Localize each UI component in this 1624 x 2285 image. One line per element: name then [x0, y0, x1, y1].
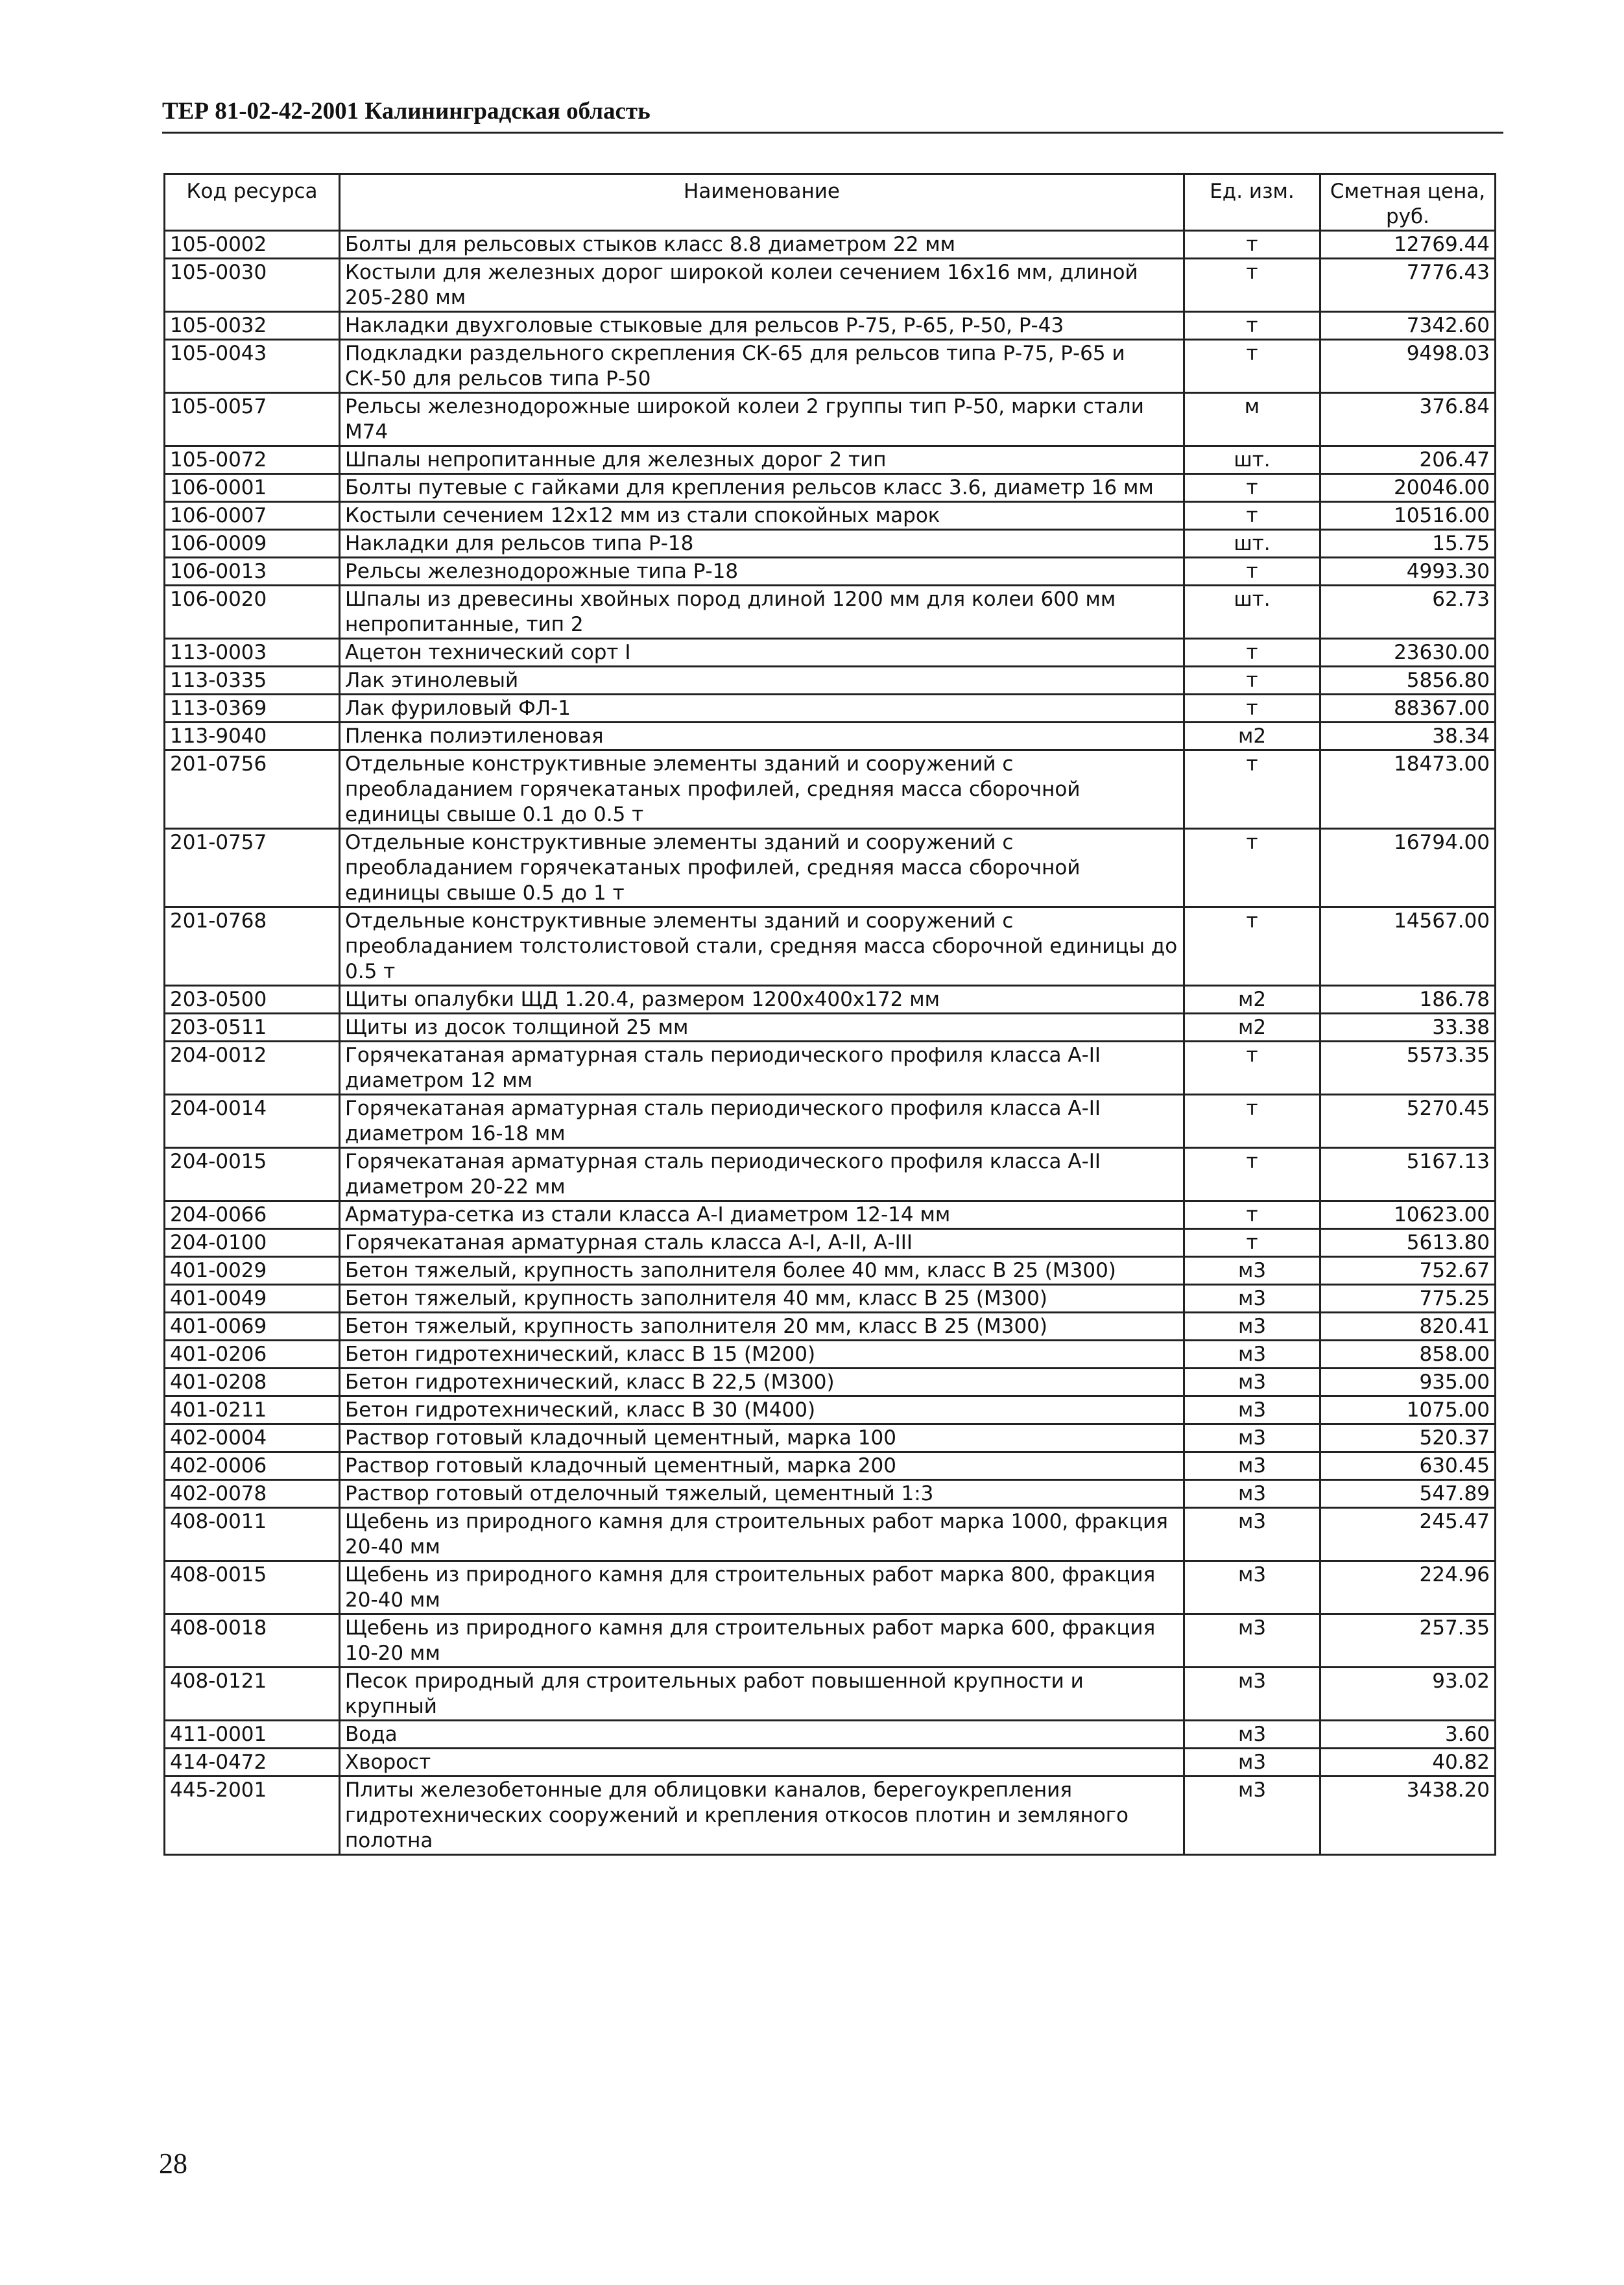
unit-cell: шт. [1184, 446, 1320, 474]
table-row [165, 639, 1496, 667]
price-cell: 10516.00 [1320, 502, 1496, 530]
resource-code-cell: 106-0013 [165, 558, 340, 586]
table-row [165, 530, 1496, 558]
price-cell: 5856.80 [1320, 667, 1496, 695]
resource-name-cell: Песок природный для строительных работ повышенной крупности и крупный [340, 1668, 1184, 1721]
resource-name-cell: Щебень из природного камня для строительных работ марка 800, фракция 20-40 мм [340, 1561, 1184, 1614]
resource-code-cell: 414-0472 [165, 1749, 340, 1777]
unit-cell: т [1184, 750, 1320, 829]
page-number: 28 [159, 2147, 187, 2179]
table-row [165, 446, 1496, 474]
resource-code-cell: 106-0020 [165, 586, 340, 639]
resource-name-cell: Щебень из природного камня для строительных работ марка 600, фракция 10-20 мм [340, 1614, 1184, 1668]
unit-cell: м3 [1184, 1721, 1320, 1749]
unit-cell: м3 [1184, 1452, 1320, 1480]
price-cell: 1075.00 [1320, 1396, 1496, 1424]
resource-name-cell: Отдельные конструктивные элементы зданий и сооружений с преобладанием горячекатаных профилей, средняя масса сборочной единицы свыше 0.5 до 1 т [340, 829, 1184, 907]
table-row [165, 586, 1496, 639]
price-cell: 186.78 [1320, 986, 1496, 1014]
resource-code-cell: 201-0768 [165, 907, 340, 986]
resource-name-cell: Бетон тяжелый, крупность заполнителя 40 мм, класс В 25 (М300) [340, 1285, 1184, 1313]
table-row [165, 1229, 1496, 1257]
resource-code-cell: 201-0757 [165, 829, 340, 907]
resource-name-cell: Вода [340, 1721, 1184, 1749]
resource-code-cell: 401-0029 [165, 1257, 340, 1285]
resource-name-cell: Арматура-сетка из стали класса А-I диаметром 12-14 мм [340, 1201, 1184, 1229]
resource-name-cell: Рельсы железнодорожные типа Р-18 [340, 558, 1184, 586]
unit-cell: т [1184, 1148, 1320, 1201]
price-cell: 12769.44 [1320, 231, 1496, 259]
price-cell: 547.89 [1320, 1480, 1496, 1508]
resource-code-cell: 204-0014 [165, 1095, 340, 1148]
resource-name-cell: Раствор готовый кладочный цементный, марка 200 [340, 1452, 1184, 1480]
table-header-row [165, 174, 1496, 231]
unit-cell: м2 [1184, 723, 1320, 750]
column-header-unit: Ед. изм. [1184, 174, 1320, 231]
unit-cell: м3 [1184, 1285, 1320, 1313]
resource-name-cell: Шпалы непропитанные для железных дорог 2 тип [340, 446, 1184, 474]
table-row [165, 1095, 1496, 1148]
table-row [165, 750, 1496, 829]
resource-name-cell: Ацетон технический сорт I [340, 639, 1184, 667]
table-row [165, 340, 1496, 393]
price-cell: 33.38 [1320, 1014, 1496, 1042]
unit-cell: т [1184, 259, 1320, 312]
resource-code-cell: 113-9040 [165, 723, 340, 750]
resource-code-cell: 401-0211 [165, 1396, 340, 1424]
table-row [165, 393, 1496, 446]
resource-code-cell: 106-0001 [165, 474, 340, 502]
price-cell: 520.37 [1320, 1424, 1496, 1452]
resource-name-cell: Раствор готовый отделочный тяжелый, цементный 1:3 [340, 1480, 1184, 1508]
table-row [165, 1452, 1496, 1480]
header-divider [162, 132, 1503, 134]
table-row [165, 231, 1496, 259]
table-row [165, 259, 1496, 312]
unit-cell: шт. [1184, 586, 1320, 639]
unit-cell: т [1184, 907, 1320, 986]
resource-name-cell: Щебень из природного камня для строительных работ марка 1000, фракция 20-40 мм [340, 1508, 1184, 1561]
resource-code-cell: 204-0015 [165, 1148, 340, 1201]
resource-name-cell: Отдельные конструктивные элементы зданий и сооружений с преобладанием горячекатаных профилей, средняя масса сборочной единицы свыше 0.1 до 0.5 т [340, 750, 1184, 829]
table-row [165, 1148, 1496, 1201]
price-cell: 5573.35 [1320, 1042, 1496, 1095]
resource-code-cell: 402-0078 [165, 1480, 340, 1508]
table-row [165, 1721, 1496, 1749]
resource-code-cell: 408-0015 [165, 1561, 340, 1614]
resource-code-cell: 204-0100 [165, 1229, 340, 1257]
resource-name-cell: Горячекатаная арматурная сталь периодического профиля класса А-II диаметром 20-22 мм [340, 1148, 1184, 1201]
unit-cell: т [1184, 639, 1320, 667]
table-row [165, 474, 1496, 502]
price-cell: 18473.00 [1320, 750, 1496, 829]
table-row [165, 1285, 1496, 1313]
price-cell: 14567.00 [1320, 907, 1496, 986]
price-cell: 5613.80 [1320, 1229, 1496, 1257]
unit-cell: т [1184, 231, 1320, 259]
resource-code-cell: 204-0012 [165, 1042, 340, 1095]
unit-cell: т [1184, 695, 1320, 723]
price-cell: 38.34 [1320, 723, 1496, 750]
table-row [165, 1014, 1496, 1042]
resource-code-cell: 105-0057 [165, 393, 340, 446]
table-row [165, 1749, 1496, 1777]
resource-name-cell: Костыли для железных дорог широкой колеи сечением 16х16 мм, длиной 205-280 мм [340, 259, 1184, 312]
resource-price-table [163, 173, 1496, 1856]
resource-name-cell: Горячекатаная арматурная сталь класса А-I, А-II, А-III [340, 1229, 1184, 1257]
table-row [165, 1369, 1496, 1396]
column-header-price: Сметная цена, руб. [1320, 174, 1496, 231]
price-cell: 775.25 [1320, 1285, 1496, 1313]
table-row [165, 1042, 1496, 1095]
unit-cell: м3 [1184, 1424, 1320, 1452]
resource-name-cell: Бетон гидротехнический, класс В 30 (М400) [340, 1396, 1184, 1424]
price-cell: 935.00 [1320, 1369, 1496, 1396]
unit-cell: м [1184, 393, 1320, 446]
resource-name-cell: Бетон тяжелый, крупность заполнителя 20 мм, класс В 25 (М300) [340, 1313, 1184, 1341]
table-row [165, 695, 1496, 723]
resource-name-cell: Щиты опалубки ЩД 1.20.4, размером 1200х400х172 мм [340, 986, 1184, 1014]
price-cell: 206.47 [1320, 446, 1496, 474]
table-row [165, 1777, 1496, 1855]
price-cell: 257.35 [1320, 1614, 1496, 1668]
column-header-code: Код ресурса [165, 174, 340, 231]
price-cell: 9498.03 [1320, 340, 1496, 393]
table-row [165, 667, 1496, 695]
resource-code-cell: 408-0011 [165, 1508, 340, 1561]
unit-cell: м3 [1184, 1369, 1320, 1396]
unit-cell: м3 [1184, 1341, 1320, 1369]
unit-cell: м3 [1184, 1508, 1320, 1561]
resource-name-cell: Горячекатаная арматурная сталь периодического профиля класса А-II диаметром 16-18 мм [340, 1095, 1184, 1148]
table-row [165, 502, 1496, 530]
unit-cell: т [1184, 1201, 1320, 1229]
table-row [165, 1257, 1496, 1285]
price-cell: 858.00 [1320, 1341, 1496, 1369]
resource-code-cell: 401-0208 [165, 1369, 340, 1396]
unit-cell: м3 [1184, 1313, 1320, 1341]
resource-code-cell: 411-0001 [165, 1721, 340, 1749]
resource-name-cell: Бетон тяжелый, крупность заполнителя более 40 мм, класс В 25 (М300) [340, 1257, 1184, 1285]
resource-code-cell: 106-0009 [165, 530, 340, 558]
unit-cell: м2 [1184, 1014, 1320, 1042]
price-cell: 16794.00 [1320, 829, 1496, 907]
price-cell: 820.41 [1320, 1313, 1496, 1341]
resource-code-cell: 105-0002 [165, 231, 340, 259]
unit-cell: м3 [1184, 1668, 1320, 1721]
resource-code-cell: 105-0030 [165, 259, 340, 312]
table-row [165, 1313, 1496, 1341]
resource-code-cell: 402-0006 [165, 1452, 340, 1480]
table-row [165, 829, 1496, 907]
table-row [165, 1480, 1496, 1508]
resource-name-cell: Болты для рельсовых стыков класс 8.8 диаметром 22 мм [340, 231, 1184, 259]
unit-cell: м3 [1184, 1257, 1320, 1285]
table-row [165, 1341, 1496, 1369]
price-cell: 10623.00 [1320, 1201, 1496, 1229]
price-cell: 40.82 [1320, 1749, 1496, 1777]
table-row [165, 1396, 1496, 1424]
price-cell: 630.45 [1320, 1452, 1496, 1480]
resource-name-cell: Накладки для рельсов типа Р-18 [340, 530, 1184, 558]
price-cell: 20046.00 [1320, 474, 1496, 502]
resource-name-cell: Горячекатаная арматурная сталь периодического профиля класса А-II диаметром 12 мм [340, 1042, 1184, 1095]
document-header-title: ТЕР 81-02-42-2001 Калининградская область [162, 98, 651, 125]
unit-cell: шт. [1184, 530, 1320, 558]
unit-cell: м3 [1184, 1561, 1320, 1614]
unit-cell: м3 [1184, 1396, 1320, 1424]
unit-cell: т [1184, 1229, 1320, 1257]
table-body [165, 231, 1496, 1855]
price-cell: 93.02 [1320, 1668, 1496, 1721]
price-cell: 5167.13 [1320, 1148, 1496, 1201]
resource-name-cell: Хворост [340, 1749, 1184, 1777]
resource-name-cell: Лак фуриловый ФЛ-1 [340, 695, 1184, 723]
resource-code-cell: 203-0500 [165, 986, 340, 1014]
unit-cell: м2 [1184, 986, 1320, 1014]
unit-cell: т [1184, 474, 1320, 502]
table-row [165, 1614, 1496, 1668]
unit-cell: м3 [1184, 1614, 1320, 1668]
table-row [165, 1508, 1496, 1561]
resource-code-cell: 401-0206 [165, 1341, 340, 1369]
resource-name-cell: Отдельные конструктивные элементы зданий и сооружений с преобладанием толстолистовой стали, средняя масса сборочной единицы до 0.5 т [340, 907, 1184, 986]
table-row [165, 312, 1496, 340]
resource-name-cell: Шпалы из древесины хвойных пород длиной 1200 мм для колеи 600 мм непропитанные, тип 2 [340, 586, 1184, 639]
price-cell: 88367.00 [1320, 695, 1496, 723]
unit-cell: т [1184, 667, 1320, 695]
resource-code-cell: 402-0004 [165, 1424, 340, 1452]
resource-name-cell: Щиты из досок толщиной 25 мм [340, 1014, 1184, 1042]
table-row [165, 986, 1496, 1014]
resource-code-cell: 105-0032 [165, 312, 340, 340]
resource-name-cell: Лак этинолевый [340, 667, 1184, 695]
price-cell: 7342.60 [1320, 312, 1496, 340]
table-row [165, 907, 1496, 986]
price-cell: 376.84 [1320, 393, 1496, 446]
unit-cell: м3 [1184, 1480, 1320, 1508]
unit-cell: т [1184, 502, 1320, 530]
price-cell: 5270.45 [1320, 1095, 1496, 1148]
resource-code-cell: 204-0066 [165, 1201, 340, 1229]
resource-name-cell: Пленка полиэтиленовая [340, 723, 1184, 750]
unit-cell: т [1184, 558, 1320, 586]
resource-name-cell: Бетон гидротехнический, класс В 15 (М200) [340, 1341, 1184, 1369]
resource-name-cell: Болты путевые с гайками для крепления рельсов класс 3.6, диаметр 16 мм [340, 474, 1184, 502]
resource-code-cell: 203-0511 [165, 1014, 340, 1042]
resource-code-cell: 105-0043 [165, 340, 340, 393]
resource-code-cell: 401-0049 [165, 1285, 340, 1313]
unit-cell: м3 [1184, 1749, 1320, 1777]
table-row [165, 1201, 1496, 1229]
resource-name-cell: Накладки двухголовые стыковые для рельсов Р-75, Р-65, Р-50, Р-43 [340, 312, 1184, 340]
table-row [165, 1424, 1496, 1452]
resource-code-cell: 408-0018 [165, 1614, 340, 1668]
unit-cell: т [1184, 1042, 1320, 1095]
price-cell: 224.96 [1320, 1561, 1496, 1614]
resource-name-cell: Рельсы железнодорожные широкой колеи 2 группы тип Р-50, марки стали М74 [340, 393, 1184, 446]
column-header-name: Наименование [340, 174, 1184, 231]
price-cell: 245.47 [1320, 1508, 1496, 1561]
price-cell: 23630.00 [1320, 639, 1496, 667]
price-cell: 7776.43 [1320, 259, 1496, 312]
table-row [165, 1561, 1496, 1614]
table-row [165, 1668, 1496, 1721]
resource-code-cell: 445-2001 [165, 1777, 340, 1855]
price-cell: 15.75 [1320, 530, 1496, 558]
resource-name-cell: Раствор готовый кладочный цементный, марка 100 [340, 1424, 1184, 1452]
table-row [165, 558, 1496, 586]
price-cell: 62.73 [1320, 586, 1496, 639]
unit-cell: т [1184, 312, 1320, 340]
price-cell: 3.60 [1320, 1721, 1496, 1749]
resource-code-cell: 201-0756 [165, 750, 340, 829]
price-cell: 752.67 [1320, 1257, 1496, 1285]
price-cell: 4993.30 [1320, 558, 1496, 586]
resource-name-cell: Бетон гидротехнический, класс В 22,5 (М300) [340, 1369, 1184, 1396]
resource-code-cell: 113-0335 [165, 667, 340, 695]
resource-name-cell: Костыли сечением 12х12 мм из стали спокойных марок [340, 502, 1184, 530]
resource-code-cell: 106-0007 [165, 502, 340, 530]
resource-code-cell: 113-0003 [165, 639, 340, 667]
unit-cell: т [1184, 829, 1320, 907]
resource-code-cell: 105-0072 [165, 446, 340, 474]
resource-code-cell: 401-0069 [165, 1313, 340, 1341]
table-row [165, 723, 1496, 750]
resource-name-cell: Плиты железобетонные для облицовки каналов, берегоукрепления гидротехнических сооружений и крепления откосов плотин и земляного полотна [340, 1777, 1184, 1855]
unit-cell: т [1184, 340, 1320, 393]
unit-cell: м3 [1184, 1777, 1320, 1855]
resource-name-cell: Подкладки раздельного скрепления СК-65 для рельсов типа Р-75, Р-65 и СК-50 для рельсов типа Р-50 [340, 340, 1184, 393]
resource-code-cell: 113-0369 [165, 695, 340, 723]
unit-cell: т [1184, 1095, 1320, 1148]
price-cell: 3438.20 [1320, 1777, 1496, 1855]
resource-code-cell: 408-0121 [165, 1668, 340, 1721]
